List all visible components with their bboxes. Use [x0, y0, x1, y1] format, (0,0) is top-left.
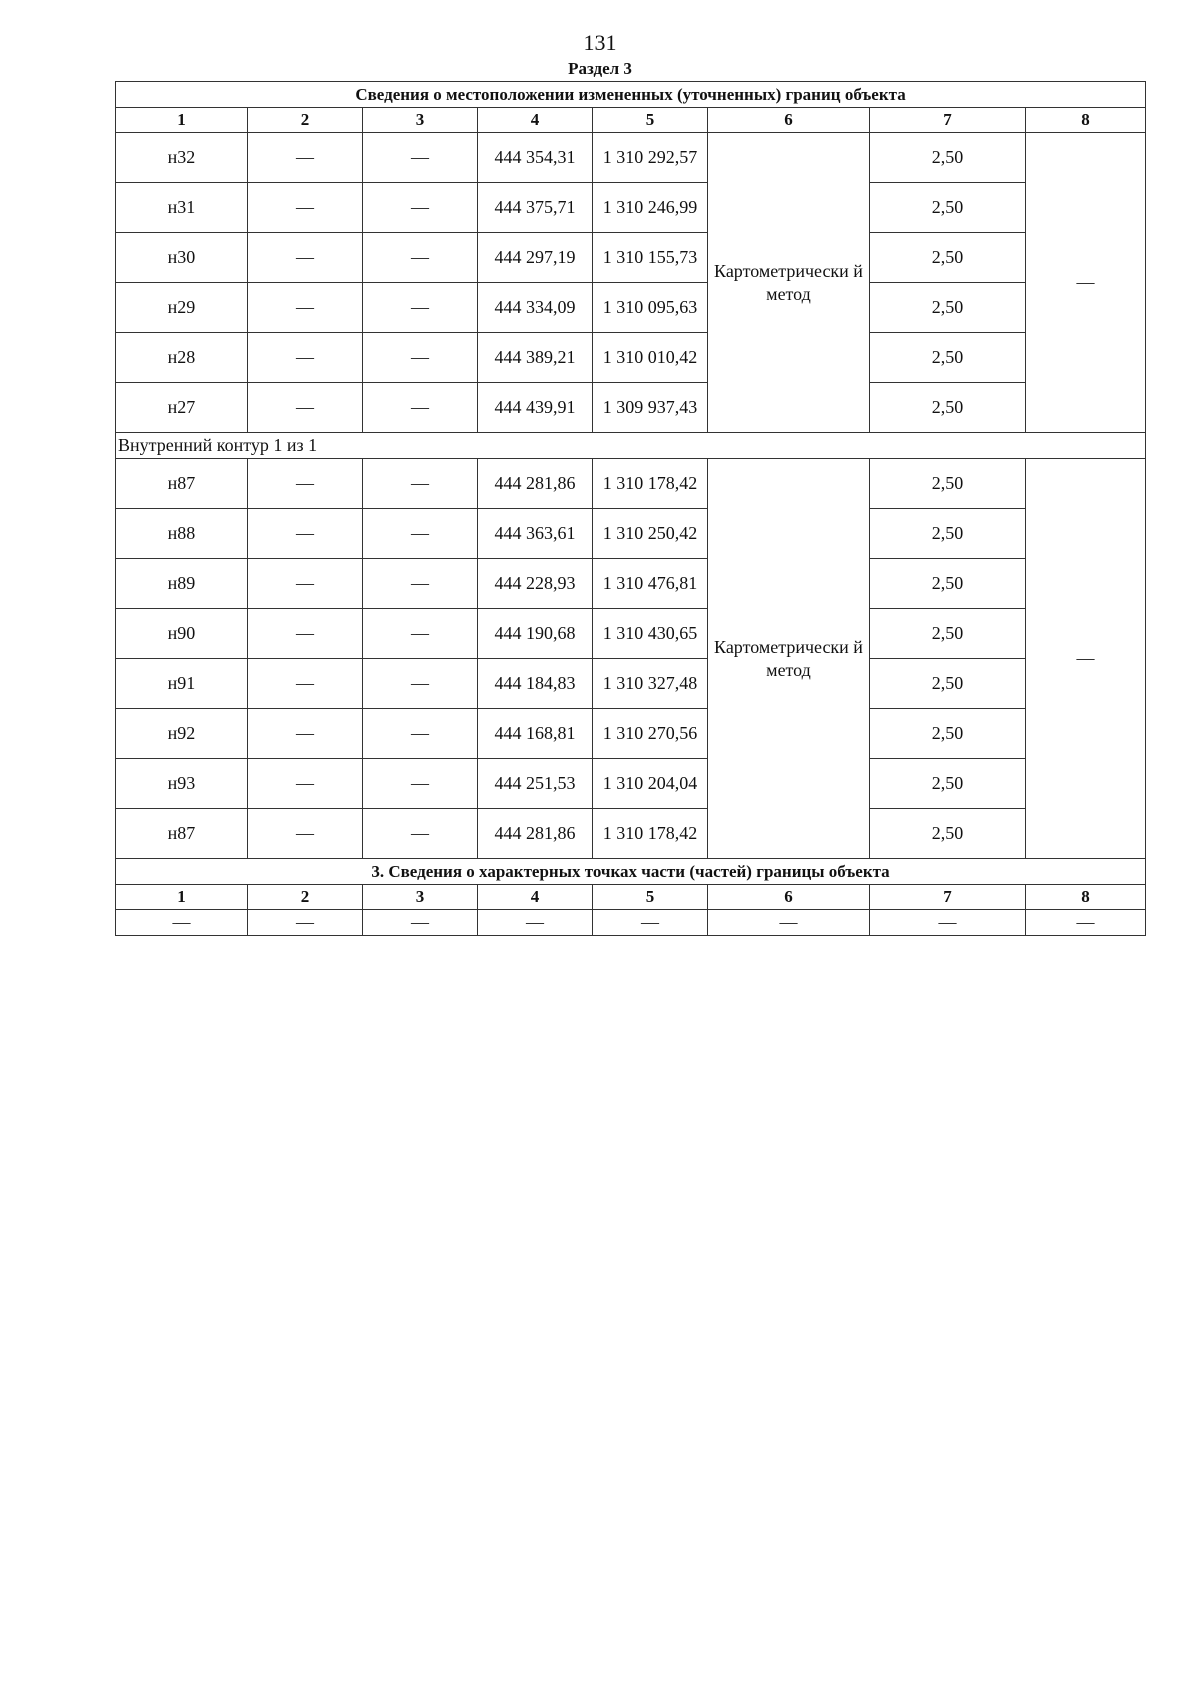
- y-coordinate-cell: 1 310 476,81: [593, 559, 708, 609]
- column-3-cell: —: [363, 459, 478, 509]
- accuracy-cell: 2,50: [870, 333, 1026, 383]
- column-number-row: [116, 108, 1146, 133]
- x-coordinate-cell: 444 168,81: [478, 709, 593, 759]
- column-2-cell: —: [248, 283, 363, 333]
- accuracy-cell: 2,50: [870, 659, 1026, 709]
- column-3-cell: —: [363, 183, 478, 233]
- column-number-cell: 7: [870, 885, 1026, 910]
- x-coordinate-cell: 444 281,86: [478, 459, 593, 509]
- empty-cell: —: [248, 910, 363, 936]
- accuracy-cell: 2,50: [870, 133, 1026, 183]
- method-cell: Картометрически й метод: [708, 133, 870, 433]
- column-2-cell: —: [248, 383, 363, 433]
- boundary-table: [115, 81, 1146, 936]
- empty-cell: —: [593, 910, 708, 936]
- column-2-cell: —: [248, 133, 363, 183]
- table-row: [116, 283, 1146, 333]
- x-coordinate-cell: 444 228,93: [478, 559, 593, 609]
- empty-cell: —: [1026, 910, 1146, 936]
- x-coordinate-cell: 444 184,83: [478, 659, 593, 709]
- accuracy-cell: 2,50: [870, 383, 1026, 433]
- column-number-cell: 4: [478, 885, 593, 910]
- y-coordinate-cell: 1 310 327,48: [593, 659, 708, 709]
- column-2-cell: —: [248, 759, 363, 809]
- column-3-cell: —: [363, 609, 478, 659]
- accuracy-cell: 2,50: [870, 459, 1026, 509]
- table-row: [116, 233, 1146, 283]
- column-3-cell: —: [363, 383, 478, 433]
- empty-cell: —: [116, 910, 248, 936]
- y-coordinate-cell: 1 310 010,42: [593, 333, 708, 383]
- point-name-cell: н32: [116, 133, 248, 183]
- column-3-cell: —: [363, 759, 478, 809]
- table-row: [116, 910, 1146, 936]
- column-number-cell: 2: [248, 108, 363, 133]
- table-row: [116, 659, 1146, 709]
- table-row: [116, 809, 1146, 859]
- column-2-cell: —: [248, 333, 363, 383]
- column-3-cell: —: [363, 283, 478, 333]
- point-name-cell: н92: [116, 709, 248, 759]
- table-row: [116, 459, 1146, 509]
- accuracy-cell: 2,50: [870, 509, 1026, 559]
- y-coordinate-cell: 1 310 430,65: [593, 609, 708, 659]
- accuracy-cell: 2,50: [870, 559, 1026, 609]
- column-3-cell: —: [363, 233, 478, 283]
- point-name-cell: н91: [116, 659, 248, 709]
- empty-cell: —: [363, 910, 478, 936]
- accuracy-cell: 2,50: [870, 609, 1026, 659]
- y-coordinate-cell: 1 310 292,57: [593, 133, 708, 183]
- x-coordinate-cell: 444 375,71: [478, 183, 593, 233]
- point-name-cell: н89: [116, 559, 248, 609]
- accuracy-cell: 2,50: [870, 759, 1026, 809]
- table-row: [116, 509, 1146, 559]
- column-3-cell: —: [363, 659, 478, 709]
- column-number-cell: 1: [116, 885, 248, 910]
- section-3-title: 3. Сведения о характерных точках части (частей) границы объекта: [116, 859, 1146, 885]
- x-coordinate-cell: 444 389,21: [478, 333, 593, 383]
- column-number-cell: 6: [708, 885, 870, 910]
- accuracy-cell: 2,50: [870, 709, 1026, 759]
- y-coordinate-cell: 1 310 095,63: [593, 283, 708, 333]
- accuracy-cell: 2,50: [870, 809, 1026, 859]
- column-3-cell: —: [363, 809, 478, 859]
- y-coordinate-cell: 1 309 937,43: [593, 383, 708, 433]
- y-coordinate-cell: 1 310 246,99: [593, 183, 708, 233]
- table-row: [116, 183, 1146, 233]
- x-coordinate-cell: 444 334,09: [478, 283, 593, 333]
- x-coordinate-cell: 444 354,31: [478, 133, 593, 183]
- x-coordinate-cell: 444 439,91: [478, 383, 593, 433]
- table-row: [116, 383, 1146, 433]
- column-number-cell: 1: [116, 108, 248, 133]
- column-3-cell: —: [363, 133, 478, 183]
- y-coordinate-cell: 1 310 155,73: [593, 233, 708, 283]
- column-number-cell: 5: [593, 885, 708, 910]
- table-row: [116, 709, 1146, 759]
- x-coordinate-cell: 444 251,53: [478, 759, 593, 809]
- empty-cell: —: [870, 910, 1026, 936]
- page-number: 131: [583, 30, 617, 55]
- point-name-cell: н93: [116, 759, 248, 809]
- column-3-cell: —: [363, 509, 478, 559]
- x-coordinate-cell: 444 190,68: [478, 609, 593, 659]
- column-number-cell: 3: [363, 885, 478, 910]
- point-name-cell: н90: [116, 609, 248, 659]
- column-number-cell: 7: [870, 108, 1026, 133]
- section-title: Раздел 3: [568, 59, 632, 78]
- column-number-row: [116, 885, 1146, 910]
- y-coordinate-cell: 1 310 250,42: [593, 509, 708, 559]
- inner-contour-label: Внутренний контур 1 из 1: [116, 433, 1146, 459]
- column-2-cell: —: [248, 809, 363, 859]
- column-number-cell: 5: [593, 108, 708, 133]
- point-name-cell: н31: [116, 183, 248, 233]
- column-2-cell: —: [248, 459, 363, 509]
- table-banner-title: Сведения о местоположении измененных (уточненных) границ объекта: [116, 82, 1146, 108]
- column-2-cell: —: [248, 609, 363, 659]
- table-banner-row: [116, 82, 1146, 108]
- column-2-cell: —: [248, 183, 363, 233]
- table-row: [116, 133, 1146, 183]
- table-body: [116, 82, 1146, 936]
- y-coordinate-cell: 1 310 204,04: [593, 759, 708, 809]
- column-2-cell: —: [248, 709, 363, 759]
- x-coordinate-cell: 444 281,86: [478, 809, 593, 859]
- point-name-cell: н88: [116, 509, 248, 559]
- table-row: [116, 759, 1146, 809]
- column-number-cell: 8: [1026, 885, 1146, 910]
- point-name-cell: н87: [116, 809, 248, 859]
- column-2-cell: —: [248, 559, 363, 609]
- table-row: [116, 333, 1146, 383]
- x-coordinate-cell: 444 363,61: [478, 509, 593, 559]
- column-8-cell: —: [1026, 459, 1146, 859]
- column-number-cell: 8: [1026, 108, 1146, 133]
- accuracy-cell: 2,50: [870, 233, 1026, 283]
- column-number-cell: 3: [363, 108, 478, 133]
- point-name-cell: н87: [116, 459, 248, 509]
- point-name-cell: н27: [116, 383, 248, 433]
- column-number-cell: 6: [708, 108, 870, 133]
- y-coordinate-cell: 1 310 178,42: [593, 809, 708, 859]
- column-3-cell: —: [363, 333, 478, 383]
- y-coordinate-cell: 1 310 178,42: [593, 459, 708, 509]
- table-banner-row: [116, 859, 1146, 885]
- x-coordinate-cell: 444 297,19: [478, 233, 593, 283]
- column-number-cell: 4: [478, 108, 593, 133]
- y-coordinate-cell: 1 310 270,56: [593, 709, 708, 759]
- column-2-cell: —: [248, 659, 363, 709]
- empty-cell: —: [708, 910, 870, 936]
- column-8-cell: —: [1026, 133, 1146, 433]
- column-3-cell: —: [363, 559, 478, 609]
- column-3-cell: —: [363, 709, 478, 759]
- contour-label-row: [116, 433, 1146, 459]
- method-cell: Картометрически й метод: [708, 459, 870, 859]
- accuracy-cell: 2,50: [870, 283, 1026, 333]
- empty-cell: —: [478, 910, 593, 936]
- point-name-cell: н28: [116, 333, 248, 383]
- column-2-cell: —: [248, 509, 363, 559]
- point-name-cell: н29: [116, 283, 248, 333]
- column-2-cell: —: [248, 233, 363, 283]
- table-row: [116, 609, 1146, 659]
- accuracy-cell: 2,50: [870, 183, 1026, 233]
- column-number-cell: 2: [248, 885, 363, 910]
- point-name-cell: н30: [116, 233, 248, 283]
- table-row: [116, 559, 1146, 609]
